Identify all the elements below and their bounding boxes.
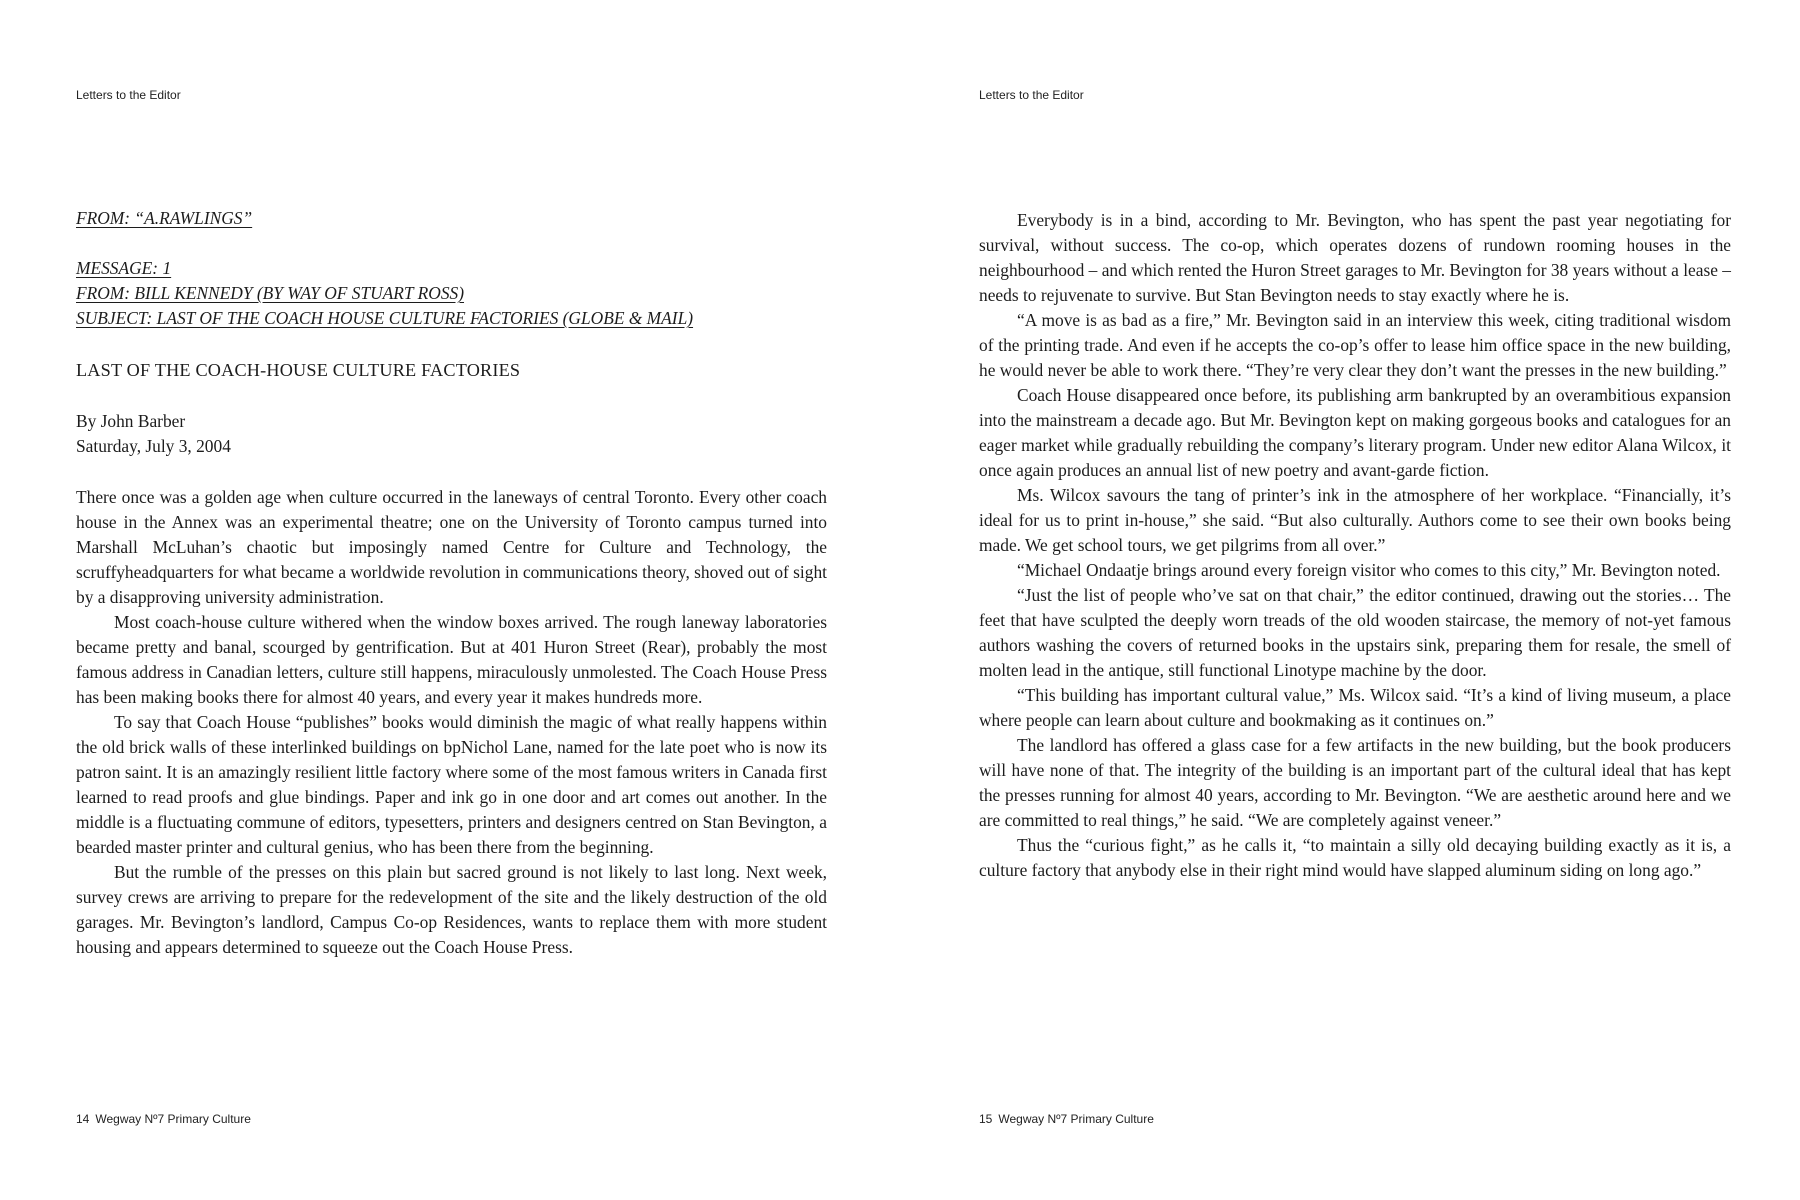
paragraph: “This building has important cultural value,” Ms. Wilcox said. “It’s a kind of living museum, a place where people can learn about culture and bookmaking as it continues on.” <box>979 685 1731 730</box>
running-head: Letters to the Editor <box>76 88 181 102</box>
paragraph: To say that Coach House “publishes” books would diminish the magic of what really happens within the old brick walls of these interlinked buildings on bpNichol Lane, named for the late poet who is now its patron saint. It is an amazingly resilient little factory where some of the most famous writers in Canada first learned to read proofs and glue bindings. Paper and ink go in one door and art comes out another. In the middle is a fluctuating commune of editors, typesetters, printers and designers centred on Stan Bevington, a bearded master printer and cultural genius, who has been there from the beginning. <box>76 712 827 857</box>
message-header <box>76 206 836 331</box>
paragraph: Thus the “curious fight,” as he calls it, “to maintain a silly old decaying building exactly as it is, a culture factory that anybody else in their right mind would have slapped aluminum siding on long ago.” <box>979 835 1731 880</box>
paragraph: But the rumble of the presses on this plain but sacred ground is not likely to last long. Next week, survey crews are arriving to prepare for the redevelopment of the site and the likely destruction of the old garages. Mr. Bevington’s landlord, Campus Co-op Residences, wants to replace them with more student housing and appears determined to squeeze out the Coach House Press. <box>76 862 827 957</box>
header-from-main: FROM: “A.RAWLINGS” <box>76 208 253 228</box>
paragraph: Everybody is in a bind, according to Mr. Bevington, who has spent the past year negotiating for survival, without success. The co-op, which operates dozens of rundown rooming houses in the neighbourhood – and which rented the Huron Street garages to Mr. Bevington for 38 years without a lease – needs to rejuvenate to survive. But Stan Bevington needs to stay exactly where he is. <box>979 210 1731 305</box>
publication-name: Wegway Nº7 Primary Culture <box>998 1112 1154 1126</box>
article-body-left <box>76 485 827 960</box>
page-number: 14 <box>76 1112 90 1126</box>
page-number: 15 <box>979 1112 993 1126</box>
paragraph: Most coach-house culture withered when the window boxes arrived. The rough laneway laboratories became pretty and banal, scourged by gentrification. But at 401 Huron Street (Rear), probably the most famous address in Canadian letters, culture still happens, miraculously unmolested. The Coach House Press has been making books there for almost 40 years, and every year it makes hundreds more. <box>76 612 827 707</box>
paragraph: Ms. Wilcox savours the tang of printer’s ink in the atmosphere of her workplace. “Financially, it’s ideal for us to print in-house,” she said. “But also culturally. Authors come to see their own books being made. We get school tours, we get pilgrims from all over.” <box>979 485 1731 555</box>
byline-author: By John Barber <box>76 411 186 431</box>
folio <box>979 1112 1154 1126</box>
header-gap <box>76 231 836 256</box>
folio <box>76 1112 251 1126</box>
header-message-number: MESSAGE: 1 <box>76 258 172 278</box>
byline-date: Saturday, July 3, 2004 <box>76 436 231 456</box>
paragraph: “Just the list of people who’ve sat on that chair,” the editor continued, drawing out the stories… The feet that have sculpted the deeply worn treads of the old wooden staircase, the memory of not-yet famous authors washing the covers of returned books in the upstairs sink, preparing them for resale, the smell of molten lead in the antique, still functional Linotype machine by the door. <box>979 585 1731 680</box>
right-page <box>900 0 1800 1200</box>
paragraph: “A move is as bad as a fire,” Mr. Bevington said in an interview this week, citing traditional wisdom of the printing trade. And even if he accepts the co-op’s offer to lease him office space in the new building, he would never be able to work there. “They’re very clear they don’t want the presses in the new building.” <box>979 310 1731 380</box>
article-body-right <box>979 208 1731 883</box>
running-head: Letters to the Editor <box>979 88 1084 102</box>
header-subject: SUBJECT: LAST OF THE COACH HOUSE CULTURE FACTORIES (GLOBE & MAIL) <box>76 308 694 328</box>
article-title: LAST OF THE COACH-HOUSE CULTURE FACTORIES <box>76 360 521 380</box>
byline <box>76 409 231 459</box>
paragraph: “Michael Ondaatje brings around every foreign visitor who comes to this city,” Mr. Bevington noted. <box>1017 560 1721 580</box>
header-from-sender: FROM: BILL KENNEDY (BY WAY OF STUART ROSS) <box>76 283 465 303</box>
publication-name: Wegway Nº7 Primary Culture <box>95 1112 251 1126</box>
paragraph: Coach House disappeared once before, its publishing arm bankrupted by an overambitious expansion into the mainstream a decade ago. But Mr. Bevington kept on making gorgeous books and catalogues for an eager market while gradually rebuilding the company’s literary program. Under new editor Alana Wilcox, it once again produces an annual list of new poetry and avant-garde fiction. <box>979 385 1731 480</box>
paragraph: There once was a golden age when culture occurred in the laneways of central Toronto. Every other coach house in the Annex was an experimental theatre; one on the University of Toronto campus turned into Marshall McLuhan’s chaotic but imposingly named Centre for Culture and Technology, the scruffyheadquarters for what became a worldwide revolution in communications theory, shoved out of sight by a disapproving university administration. <box>76 487 827 607</box>
paragraph: The landlord has offered a glass case for a few artifacts in the new building, but the book producers will have none of that. The integrity of the building is an important part of the cultural ideal that has kept the presses running for almost 40 years, according to Mr. Bevington. “We are aesthetic around here and we are committed to real things,” he said. “We are completely against veneer.” <box>979 735 1731 830</box>
